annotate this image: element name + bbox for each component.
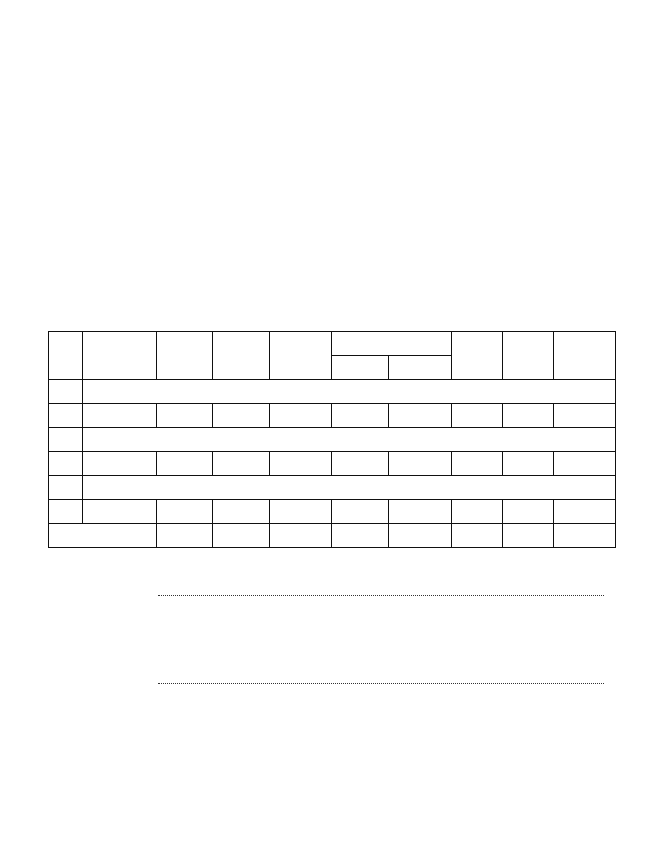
table-cell [213, 404, 270, 428]
table-cell [270, 404, 332, 428]
table-cell [451, 524, 502, 548]
table-cell [49, 476, 83, 500]
table-cell [332, 524, 389, 548]
paragraph-line [48, 165, 616, 184]
body-paragraph [48, 127, 616, 317]
section-heading [48, 64, 616, 121]
table-cell [83, 452, 157, 476]
paragraph-line [48, 127, 616, 146]
table-cell [332, 500, 389, 524]
table-group-row [49, 380, 616, 404]
table-cell [502, 404, 553, 428]
table-cell [553, 404, 615, 428]
table-cell [213, 452, 270, 476]
table-cell [451, 452, 502, 476]
table-cell [156, 404, 213, 428]
table-cell [389, 452, 451, 476]
table-cell [502, 524, 553, 548]
paragraph-line [48, 260, 616, 279]
paragraph-line [48, 241, 616, 260]
resolution-row [48, 576, 616, 596]
table-row [49, 500, 616, 524]
table-cell [49, 428, 83, 452]
paragraph-line [48, 146, 616, 165]
table-group-label [83, 380, 616, 404]
table-cell [156, 524, 213, 548]
paragraph-line [48, 184, 616, 203]
table-cell [451, 404, 502, 428]
summary-table [48, 331, 616, 548]
table-total-row [49, 524, 616, 548]
table-header-row [49, 332, 616, 356]
table-cell [553, 524, 615, 548]
table-cell [49, 404, 83, 428]
table-cell [502, 452, 553, 476]
footer [48, 576, 616, 684]
table-cell [332, 452, 389, 476]
table-cell [502, 500, 553, 524]
paragraph-line [48, 298, 616, 317]
resolution-row [48, 664, 616, 684]
table-cell [553, 500, 615, 524]
column-header [502, 332, 553, 380]
column-subheader [389, 356, 451, 380]
table-row [49, 404, 616, 428]
table-cell [451, 500, 502, 524]
table-cell [553, 452, 615, 476]
table-cell [156, 452, 213, 476]
table-cell [49, 380, 83, 404]
column-header [156, 332, 213, 380]
table-cell [389, 500, 451, 524]
table-cell [332, 404, 389, 428]
table-cell [270, 500, 332, 524]
paragraph-line [48, 203, 616, 222]
table-group-label [83, 476, 616, 500]
table-row [49, 452, 616, 476]
column-header [451, 332, 502, 380]
column-header [49, 332, 83, 380]
heading-line [48, 102, 616, 121]
paragraph-line [48, 222, 616, 241]
table-cell [389, 524, 451, 548]
column-header [270, 332, 332, 380]
table-cell [389, 404, 451, 428]
paragraph-line [48, 279, 616, 298]
dotted-line [158, 583, 604, 596]
heading-line [48, 64, 616, 83]
page-number [48, 28, 616, 44]
table-group-row [49, 428, 616, 452]
table-cell [156, 500, 213, 524]
table-cell [49, 452, 83, 476]
table-cell [270, 524, 332, 548]
column-header [213, 332, 270, 380]
dotted-line [158, 671, 604, 684]
column-header [83, 332, 157, 380]
table-cell [49, 500, 83, 524]
table-total-label [49, 524, 157, 548]
table-cell [213, 524, 270, 548]
table-cell [83, 500, 157, 524]
table-cell [83, 404, 157, 428]
table-group-label [83, 428, 616, 452]
column-header [553, 332, 615, 380]
table-group-row [49, 476, 616, 500]
table-cell [213, 500, 270, 524]
heading-line [48, 83, 616, 102]
column-group-header [332, 332, 451, 356]
agenda-row [48, 620, 616, 640]
column-subheader [332, 356, 389, 380]
table-cell [270, 452, 332, 476]
